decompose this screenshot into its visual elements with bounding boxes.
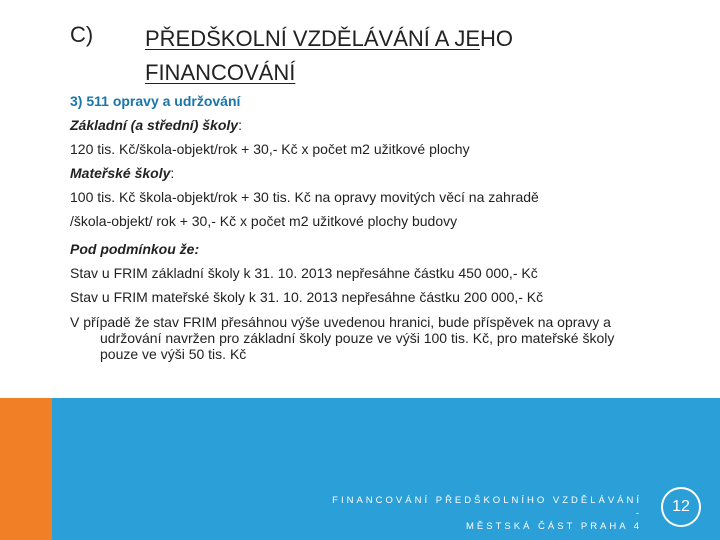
footer-band [0,398,720,540]
materske-heading-colon: : [170,165,175,181]
materske-text-1: 100 tis. Kč škola-objekt/rok + 30 tis. Kč na opravy movitých věcí na zahradě [70,189,539,205]
title-underlined-part: PŘEDŠKOLNÍ VZDĚLÁVÁNÍ A JE [145,26,481,51]
footer-line-1: FINANCOVÁNÍ PŘEDŠKOLNÍHO VZDĚLÁVÁNÍ - [332,495,642,519]
title-line-2: FINANCOVÁNÍ [145,60,296,85]
materske-heading-text: Mateřské školy [70,165,171,181]
slide-title [145,22,605,90]
zakladni-heading-colon: : [238,117,242,133]
materske-heading [70,165,174,181]
zakladni-heading-text: Základní (a střední) školy [70,117,239,133]
condition-paragraph: V případě že stav FRIM přesáhnou výše uvedenou hranici, bude příspěvek na opravy a udržování navržen pro základní školy pouze ve výši 100 tis. Kč, pro mateřské školy pouze ve výši 50 tis. Kč [70,314,615,362]
materske-text-2: /škola-objekt/ rok + 30,- Kč x počet m2 užitkové plochy budovy [70,213,458,229]
footer-line-2: MĚSTSKÁ ČÁST PRAHA 4 [466,521,642,532]
page-number: 12 [661,487,701,527]
condition-heading: Pod podmínkou že: [70,241,200,257]
footer-orange-block [0,398,52,540]
subtitle: 3) 511 opravy a udržování [70,93,241,109]
section-marker: C) [70,22,94,47]
condition-line-1: Stav u FRIM základní školy k 31. 10. 2013 nepřesáhne částku 450 000,- Kč [70,265,538,281]
condition-line-2: Stav u FRIM mateřské školy k 31. 10. 2013 nepřesáhne částku 200 000,- Kč [70,289,544,305]
title-plain-part: HO [480,26,514,51]
footer-text [322,494,642,533]
zakladni-text: 120 tis. Kč/škola-objekt/rok + 30,- Kč x počet m2 užitkové plochy [70,141,470,157]
zakladni-heading [70,117,242,133]
